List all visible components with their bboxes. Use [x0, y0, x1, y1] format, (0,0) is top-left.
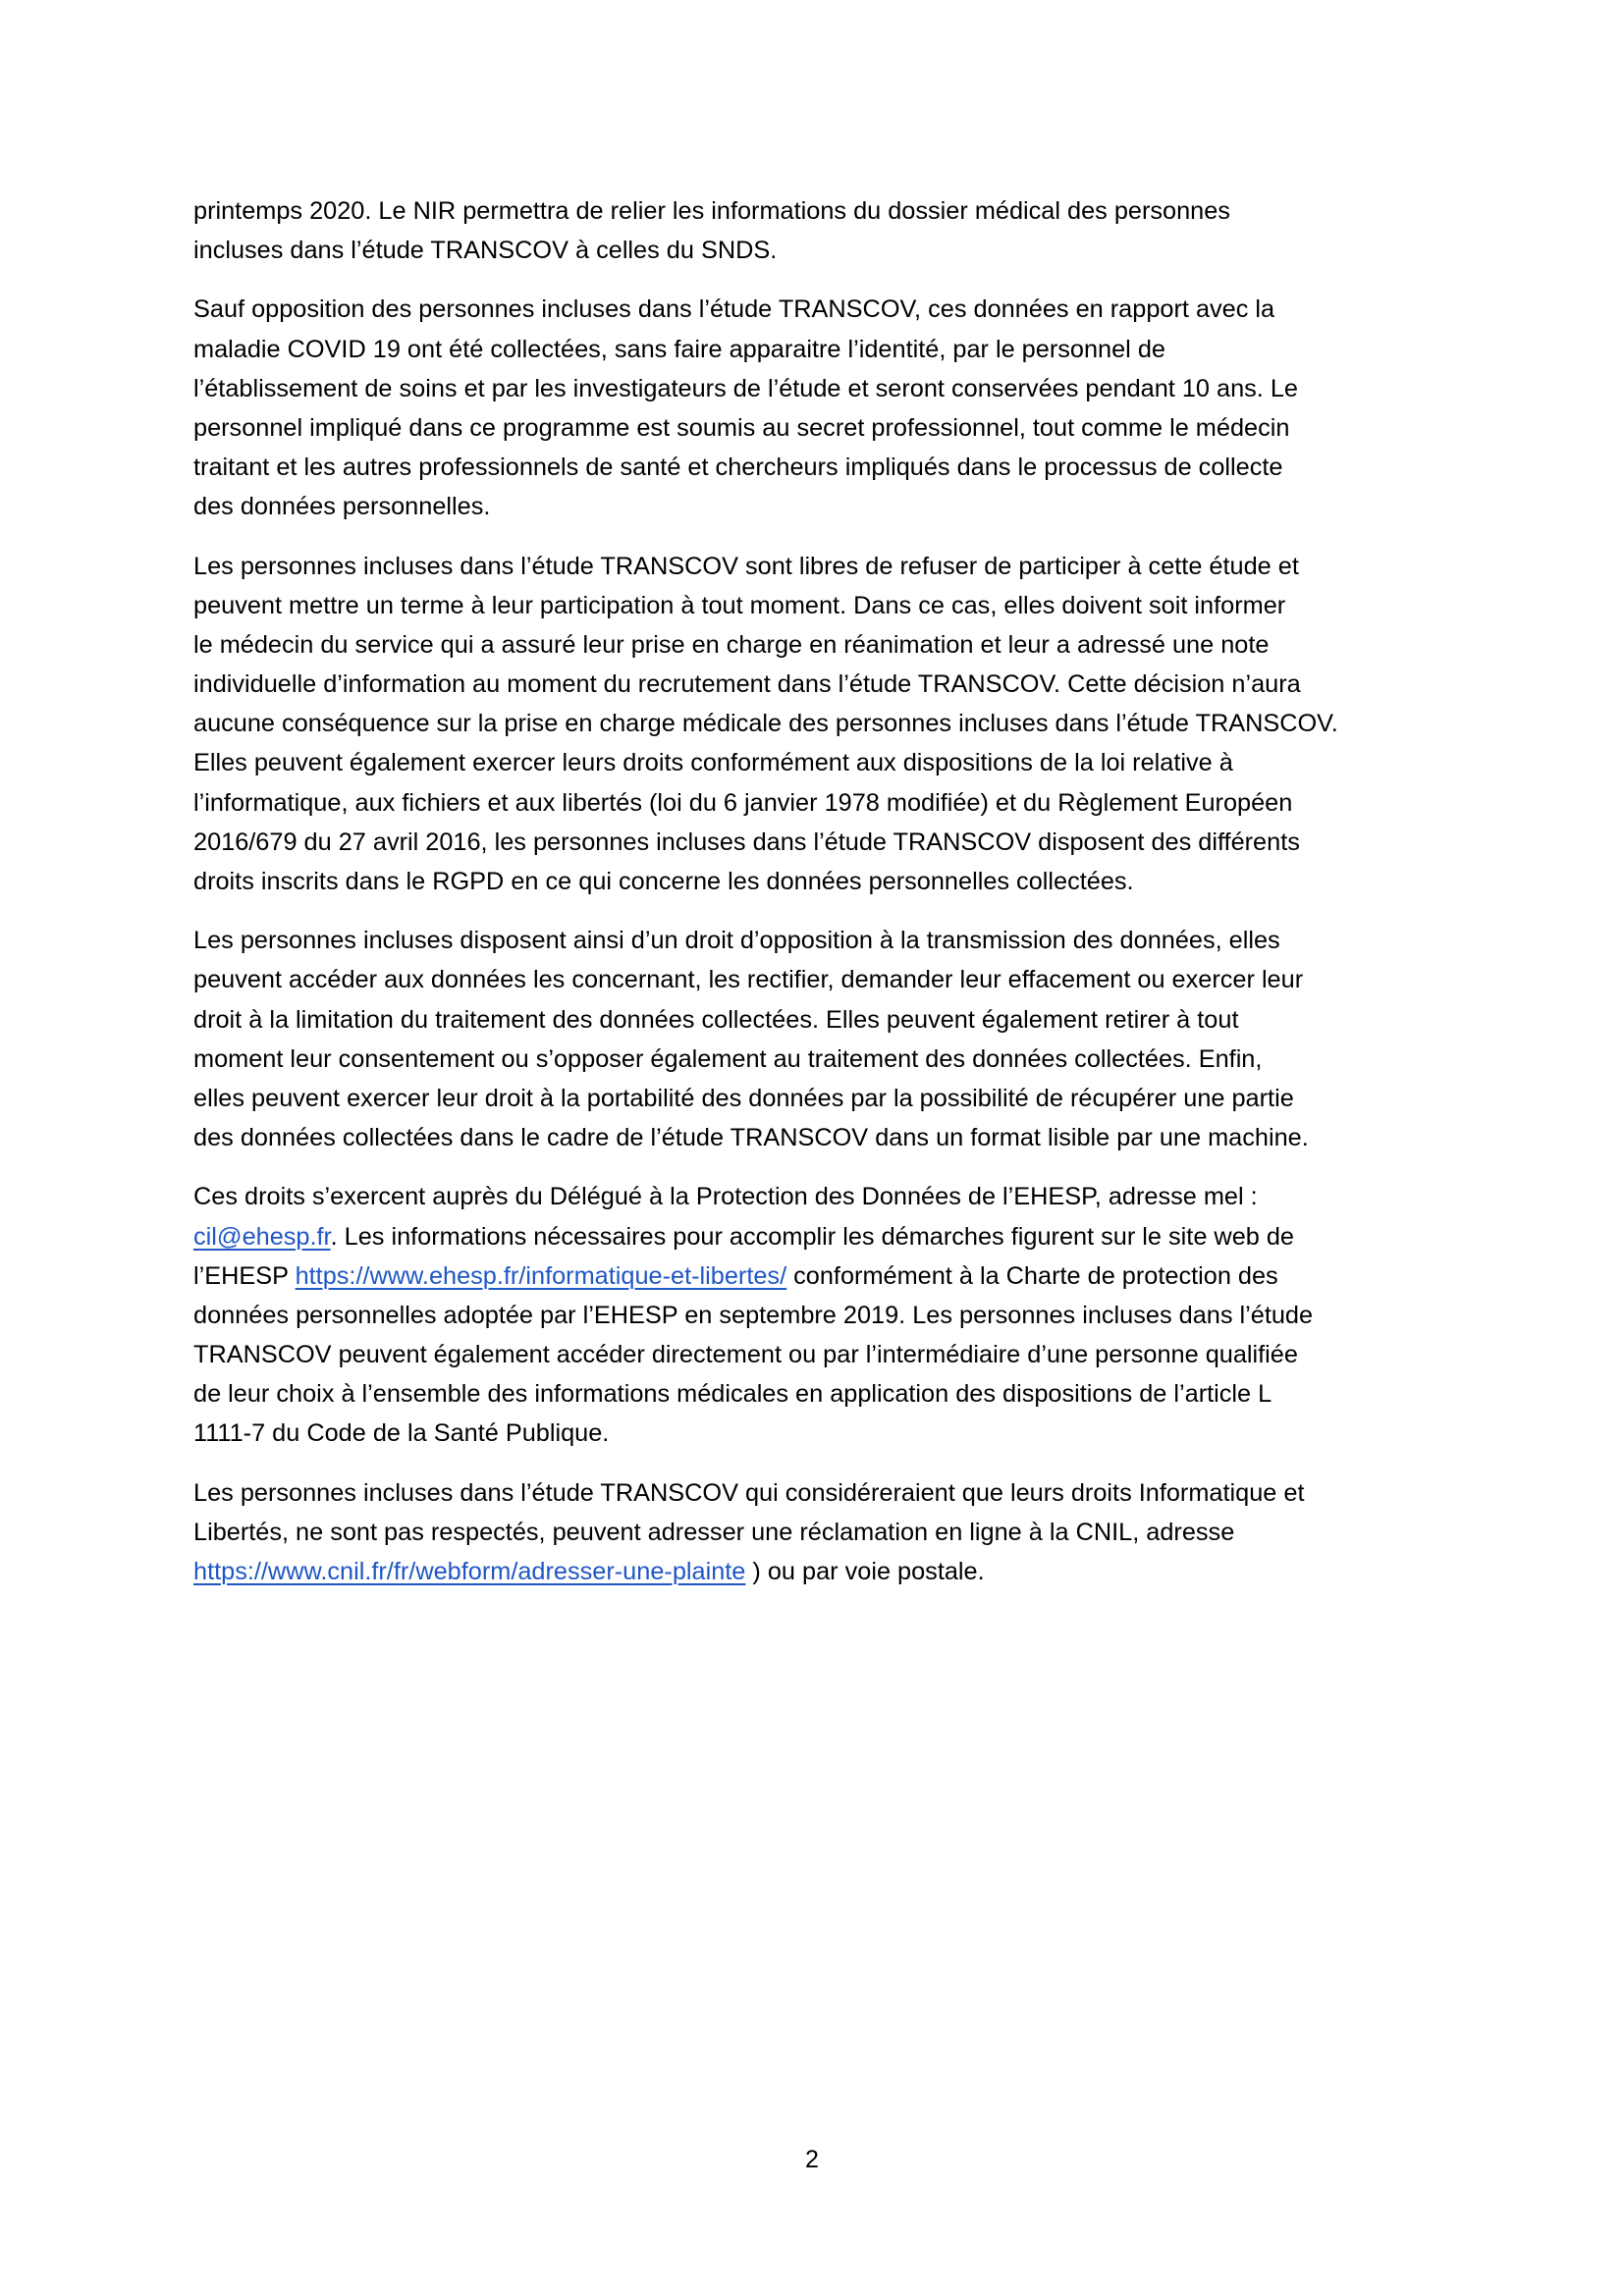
text-segment: . Les informations nécessaires pour accomplir les démarches figurent sur le site web de — [330, 1222, 1294, 1251]
text-line: traitant et les autres professionnels de santé et chercheurs impliqués dans le processus de collecte — [193, 454, 1283, 482]
text-line: Elles peuvent également exercer leurs droits conformément aux dispositions de la loi relative à — [193, 749, 1233, 777]
text-segment: conformément à la Charte de protection des — [786, 1261, 1278, 1290]
text-line: maladie COVID 19 ont été collectées, sans faire apparaitre l’identité, par le personnel de — [193, 335, 1165, 363]
text-line: droit à la limitation du traitement des données collectées. Elles peuvent également retirer à tout — [193, 1005, 1239, 1034]
link-ehesp-informatique-libertes[interactable]: https://www.ehesp.fr/informatique-et-libertes/ — [295, 1261, 787, 1290]
text-segment: l’EHESP — [193, 1261, 296, 1290]
page-number: 2 — [805, 2146, 819, 2173]
paragraph-data-collection — [193, 290, 1435, 526]
text-line: données personnelles adoptée par l’EHESP en septembre 2019. Les personnes incluses dans l’étude — [193, 1301, 1314, 1329]
paragraph-opposition-rights — [193, 921, 1435, 1157]
text-line: droits inscrits dans le RGPD en ce qui concerne les données personnelles collectées. — [193, 868, 1134, 895]
text-line — [193, 1256, 1435, 1296]
text-segment: ) ou par voie postale. — [745, 1558, 985, 1585]
text-line: aucune conséquence sur la prise en charge médicale des personnes incluses dans l’étude TRANSCOV. — [193, 710, 1338, 738]
text-line: TRANSCOV peuvent également accéder directement ou par l’intermédiaire d’une personne qualifiée — [193, 1341, 1298, 1369]
text-line — [193, 1217, 1435, 1256]
text-line: Les personnes incluses dans l’étude TRANSCOV sont libres de refuser de participer à cette étude et — [193, 552, 1299, 580]
text-line: moment leur consentement ou s’opposer également au traitement des données collectées. Enfin, — [193, 1044, 1263, 1073]
paragraph-dpo-contact — [193, 1177, 1435, 1453]
text-line: personnel impliqué dans ce programme est soumis au secret professionnel, tout comme le médecin — [193, 413, 1290, 442]
text-line — [193, 1552, 1435, 1591]
text-line: printemps 2020. Le NIR permettra de relier les informations du dossier médical des personnes — [193, 197, 1230, 225]
link-cnil-complaint[interactable]: https://www.cnil.fr/fr/webform/adresser-une-plainte — [193, 1558, 746, 1585]
text-line: Les personnes incluses disposent ainsi d’un droit d’opposition à la transmission des données, elles — [193, 927, 1280, 955]
document-body — [193, 191, 1435, 1611]
text-line: l’établissement de soins et par les investigateurs de l’étude et seront conservées pendant 10 ans. Le — [193, 374, 1298, 402]
email-link-cil[interactable]: cil@ehesp.fr — [193, 1222, 331, 1251]
text-line: 2016/679 du 27 avril 2016, les personnes incluses dans l’étude TRANSCOV disposent des différents — [193, 828, 1300, 856]
text-line: elles peuvent exercer leur droit à la portabilité des données par la possibilité de récupérer une partie — [193, 1084, 1294, 1112]
text-line: peuvent accéder aux données les concernant, les rectifier, demander leur effacement ou exercer leur — [193, 966, 1304, 994]
paragraph-nir — [193, 191, 1435, 270]
text-line: de leur choix à l’ensemble des informations médicales en application des dispositions de l’article L — [193, 1380, 1272, 1409]
text-line: peuvent mettre un terme à leur participation à tout moment. Dans ce cas, elles doivent soit informer — [193, 591, 1286, 619]
paragraph-cnil-complaint — [193, 1473, 1435, 1592]
paragraph-participation-rights — [193, 547, 1435, 902]
text-line: incluses dans l’étude TRANSCOV à celles du SNDS. — [193, 237, 778, 265]
text-line: Ces droits s’exercent auprès du Délégué à la Protection des Données de l’EHESP, adresse mel : — [193, 1183, 1258, 1211]
text-line: Sauf opposition des personnes incluses dans l’étude TRANSCOV, ces données en rapport avec la — [193, 295, 1275, 324]
text-line: des données personnelles. — [193, 493, 491, 521]
text-line: Les personnes incluses dans l’étude TRANSCOV qui considéreraient que leurs droits Informatique et — [193, 1478, 1305, 1507]
text-line: l’informatique, aux fichiers et aux libertés (loi du 6 janvier 1978 modifiée) et du Règlement Européen — [193, 788, 1293, 817]
text-line: Libertés, ne sont pas respectés, peuvent adresser une réclamation en ligne à la CNIL, adresse — [193, 1518, 1235, 1546]
text-line: le médecin du service qui a assuré leur prise en charge en réanimation et leur a adressé une note — [193, 630, 1270, 659]
text-line: individuelle d’information au moment du recrutement dans l’étude TRANSCOV. Cette décision n’aura — [193, 670, 1301, 699]
text-line: des données collectées dans le cadre de l’étude TRANSCOV dans un format lisible par une machine. — [193, 1124, 1309, 1152]
text-line: 1111-7 du Code de la Santé Publique. — [193, 1419, 610, 1448]
